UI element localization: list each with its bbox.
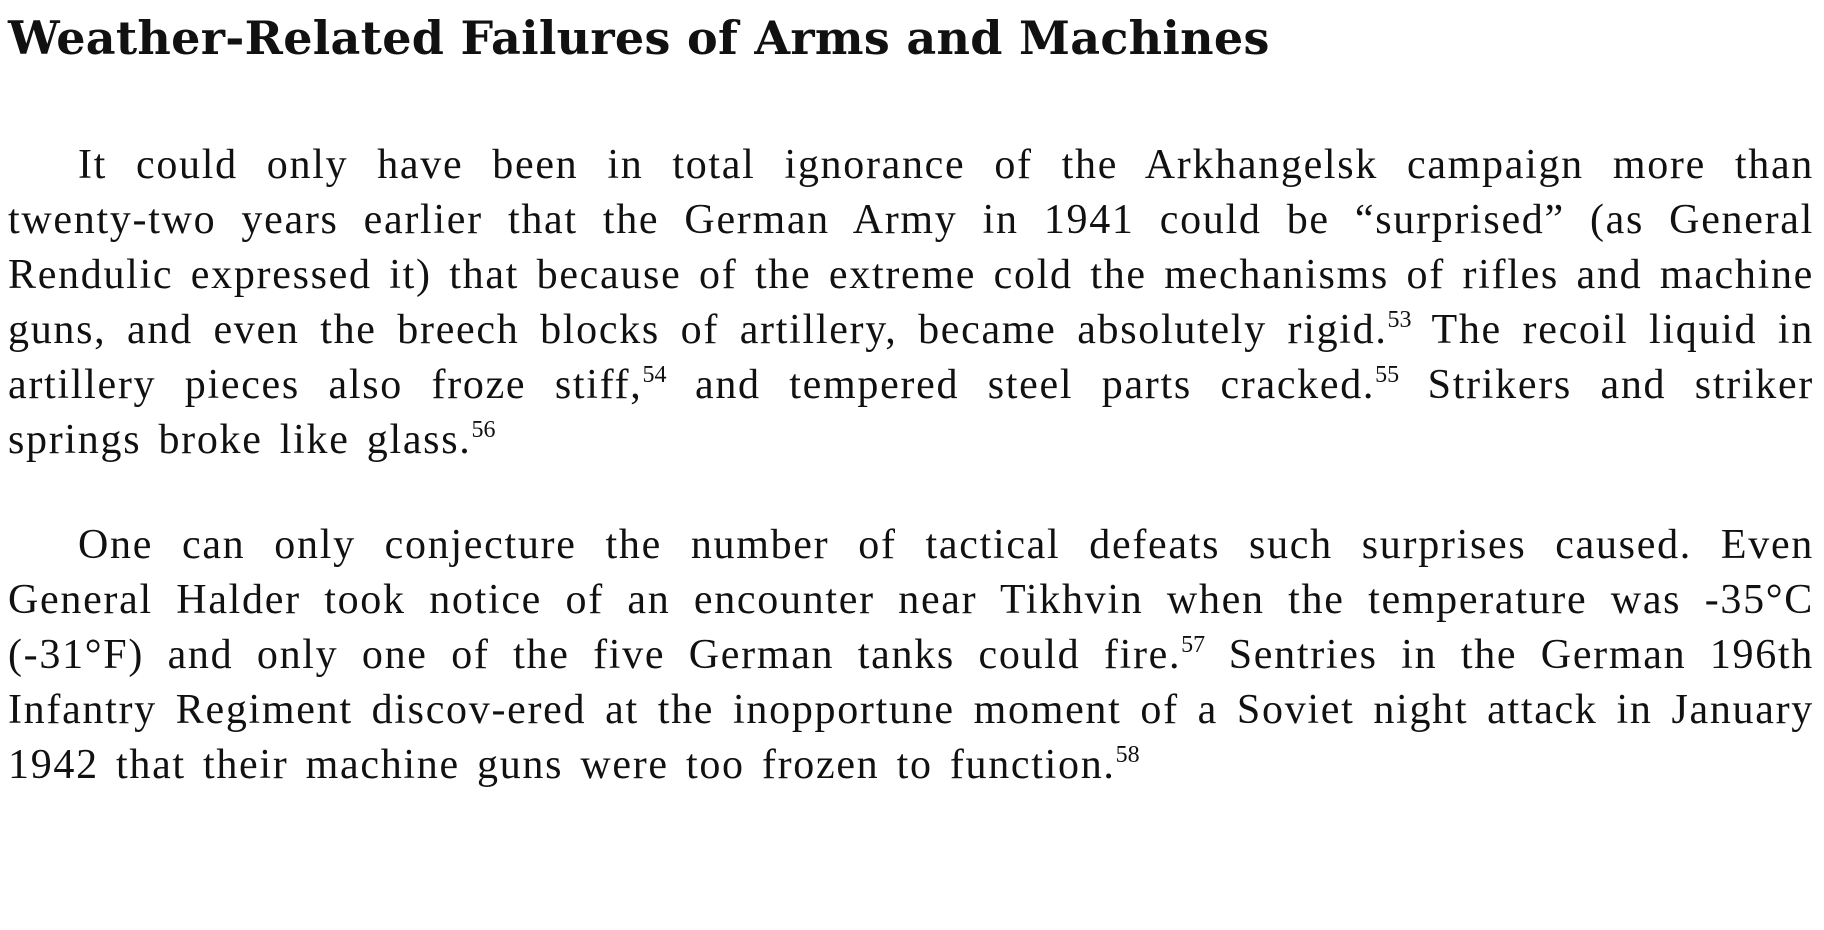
paragraph-1	[8, 138, 1814, 468]
section-heading: Weather-Related Failures of Arms and Machines	[8, 11, 1270, 65]
paragraph-2-text: One can only conjecture the number of tactical defeats such surprises caused. Even General Halder took notice of an encounter near Tikhvin when the temperature was -35°C (-31°F) and only one of the five German tanks could fire.	[8, 522, 1814, 678]
paragraph-2	[8, 518, 1814, 793]
footnote-ref-57[interactable]: 57	[1181, 632, 1206, 658]
paragraph-1-text: It could only have been in total ignorance of the Arkhangelsk campaign more than twenty-two years earlier that the German Army in 1941 could be “surprised” (as General Rendulic expressed it) that because of the extreme cold the mechanisms of rifles and machine guns, and even the breech blocks of artillery, became absolutely rigid.	[8, 142, 1814, 353]
footnote-ref-53[interactable]: 53	[1387, 307, 1412, 333]
paragraph-1-text: and tempered steel parts cracked.	[666, 362, 1376, 408]
paragraph-1-text: The recoil liquid in artillery pieces also froze stiff,	[8, 307, 1814, 408]
footnote-ref-58[interactable]: 58	[1115, 742, 1140, 768]
paragraph-1-text: Strikers and striker springs broke like glass.	[8, 362, 1814, 463]
paragraph-2-text: Sentries in the German 196th Infantry Regiment discov-ered at the inopportune moment of a Soviet night attack in January 1942 that their machine guns were too frozen to function.	[8, 632, 1814, 788]
footnote-ref-54[interactable]: 54	[642, 362, 667, 388]
footnote-ref-56[interactable]: 56	[471, 417, 496, 443]
footnote-ref-55[interactable]: 55	[1375, 362, 1400, 388]
